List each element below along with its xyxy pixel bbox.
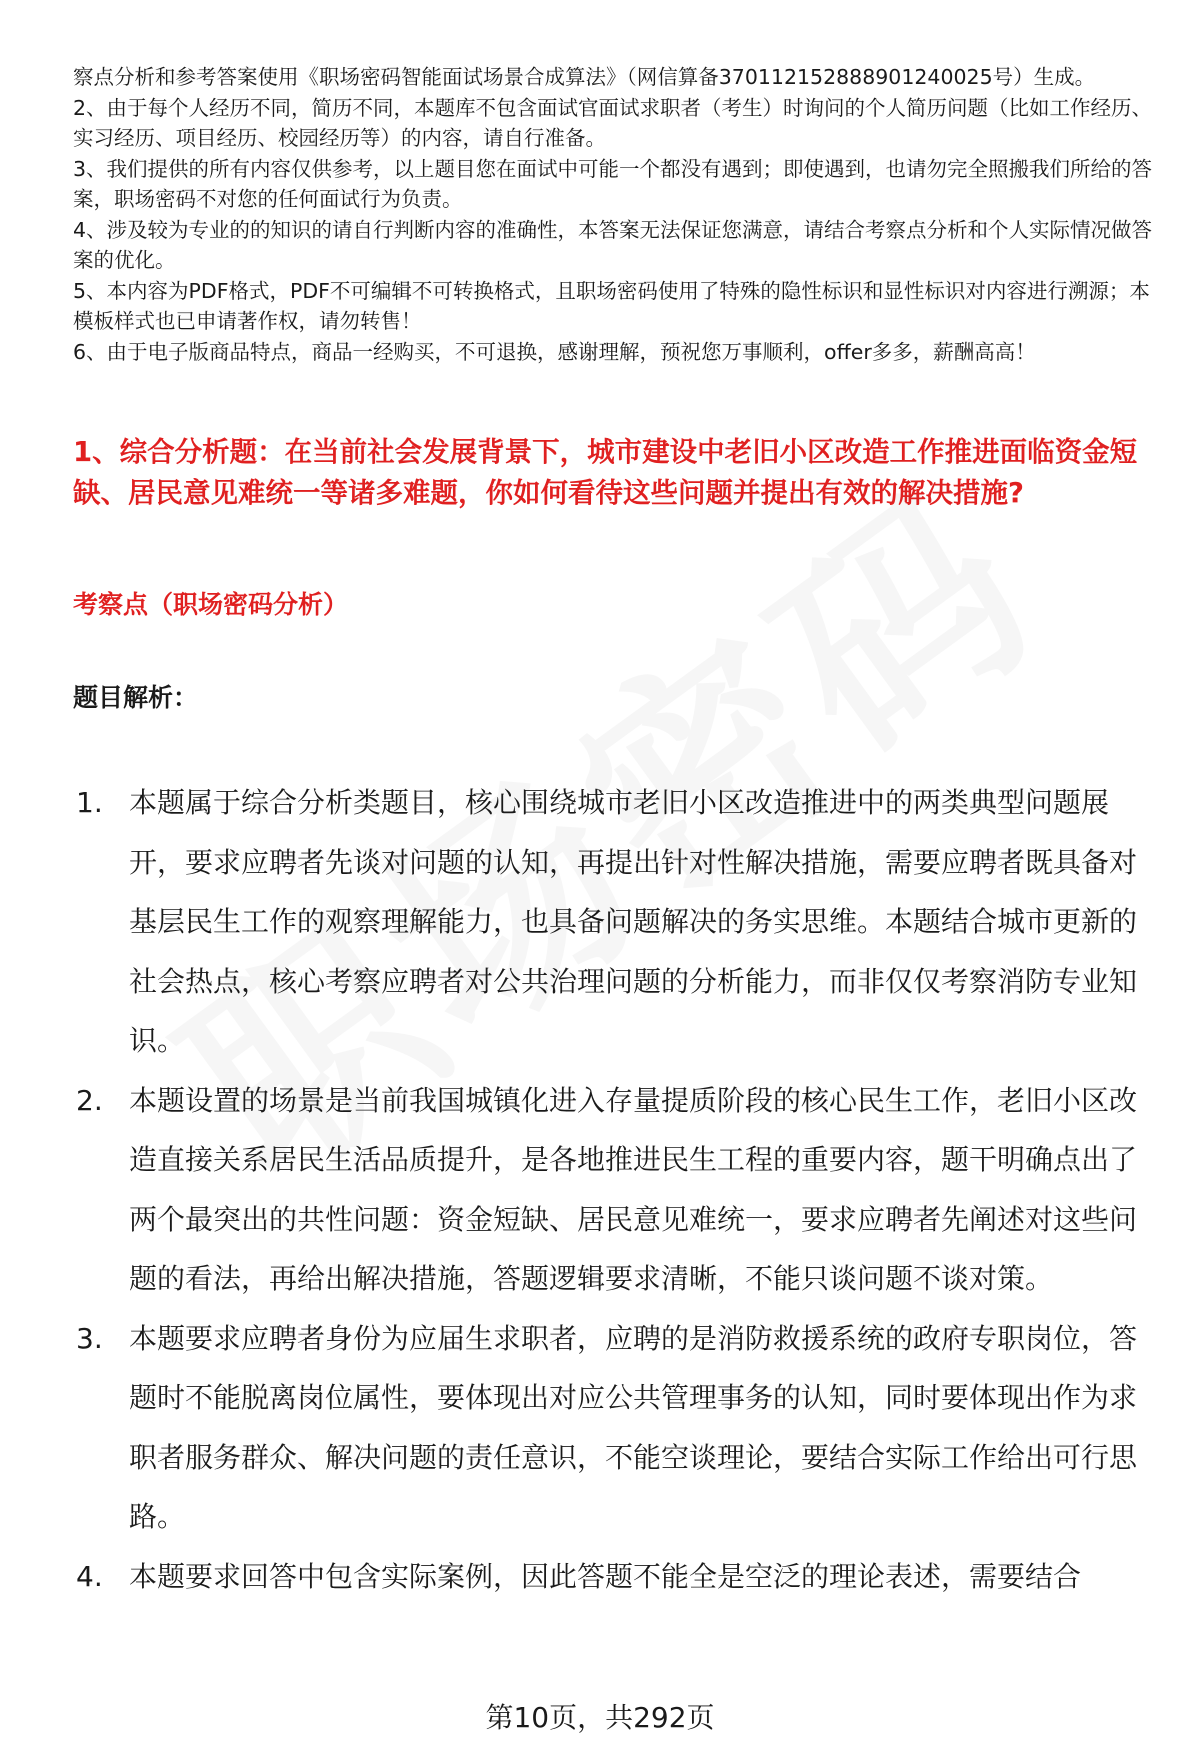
list-item-text: 本题要求回答中包含实际案例，因此答题不能全是空泛的理论表述，需要结合 <box>129 1559 1082 1593</box>
list-item-text: 本题要求应聘者身份为应届生求职者，应聘的是消防救援系统的政府专职岗位，答题时不能脱离岗位属性，要体现出对应公共管理事务的认知，同时要体现出作为求职者服务群众、解决问题的责任意识，不能空谈理论，要结合实际工作给出可行思路。 <box>129 1321 1138 1533</box>
list-item-text: 本题设置的场景是当前我国城镇化进入存量提质阶段的核心民生工作，老旧小区改造直接关系居民生活品质提升，是各地推进民生工程的重要内容，题干明确点出了两个最突出的共性问题：资金短缺、居民意见难统一，要求应聘者先阐述对这些问题的看法，再给出解决措施，答题逻辑要求清晰，不能只谈问题不谈对策。 <box>129 1083 1138 1295</box>
note-5: 5、本内容为PDF格式，PDF不可编辑不可转换格式，且职场密码使用了特殊的隐性标识和显性标识对内容进行溯源；本模板样式也已申请著作权，请勿转售！ <box>73 278 1150 333</box>
kaochadian-heading: 考察点（职场密码分析） <box>73 590 349 619</box>
note-2: 2、由于每个人经历不同，简历不同，本题库不包含面试官面试求职者（考生）时询问的个人简历问题（比如工作经历、实习经历、项目经历、校园经历等）的内容，请自行准备。 <box>73 95 1153 150</box>
page-footer: 第10页，共292页 <box>485 1701 715 1734</box>
note-3: 3、我们提供的所有内容仅供参考，以上题目您在面试中可能一个都没有遇到；即使遇到，也请勿完全照搬我们所给的答案，职场密码不对您的任何面试行为负责。 <box>73 156 1153 211</box>
disclaimer-notes <box>73 62 1163 367</box>
list-item <box>76 1547 1158 1607</box>
list-item-number: 3. <box>76 1321 103 1355</box>
note-1: 察点分析和参考答案使用《职场密码智能面试场景合成算法》（网信算备370112152888901240025号）生成。 <box>73 65 1096 89</box>
list-item-number: 2. <box>76 1083 103 1117</box>
list-item <box>76 773 1158 1071</box>
analysis-heading: 题目解析： <box>73 683 199 712</box>
question-title: 1、综合分析题：在当前社会发展背景下，城市建设中老旧小区改造工作推进面临资金短缺、居民意见难统一等诸多难题，你如何看待这些问题并提出有效的解决措施? <box>73 436 1138 509</box>
note-4: 4、涉及较为专业的的知识的请自行判断内容的准确性，本答案无法保证您满意，请结合考察点分析和个人实际情况做答案的优化。 <box>73 217 1153 272</box>
list-item <box>76 1309 1158 1547</box>
note-6: 6、由于电子版商品特点，商品一经购买，不可退换，感谢理解，预祝您万事顺利，offer多多，薪酬高高！ <box>73 339 1036 364</box>
list-item-number: 4. <box>76 1559 103 1593</box>
analysis-list <box>76 773 1158 1606</box>
list-item <box>76 1071 1158 1309</box>
list-item-text: 本题属于综合分析类题目，核心围绕城市老旧小区改造推进中的两类典型问题展开，要求应聘者先谈对问题的认知，再提出针对性解决措施，需要应聘者既具备对基层民生工作的观察理解能力，也具备问题解决的务实思维。本题结合城市更新的社会热点，核心考察应聘者对公共治理问题的分析能力，而非仅仅考察消防专业知识。 <box>129 786 1138 1057</box>
list-item-number: 1. <box>76 786 103 819</box>
